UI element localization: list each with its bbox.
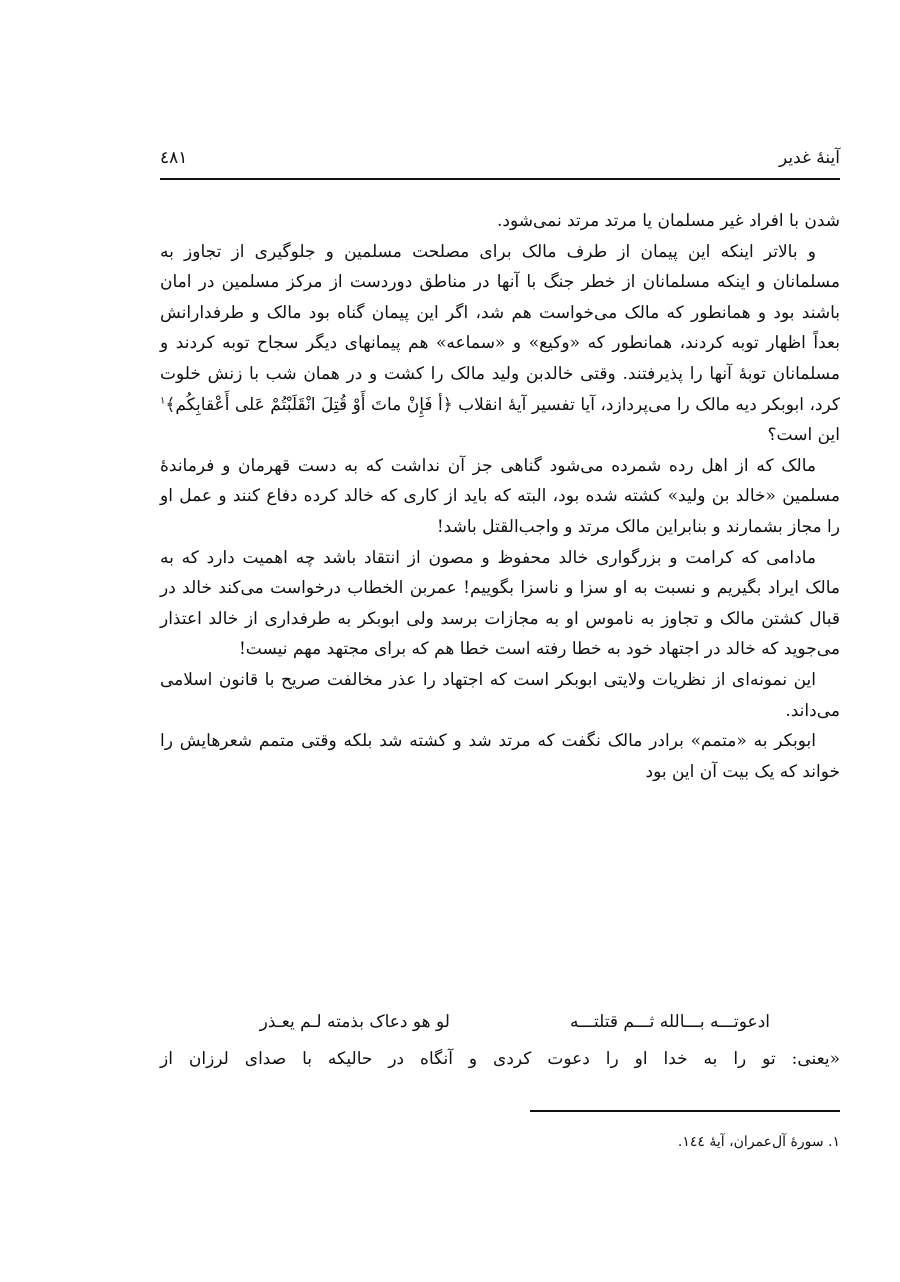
body-text [160, 206, 840, 787]
running-header [160, 148, 840, 178]
page-number: ٤٨١ [160, 148, 188, 168]
paragraph: ابوبکر به «متمم» برادر مالک نگفت که مرتد شد و کشته شد بلکه وقتی متمم شعرهایش را خواند که یک بیت آن این بود [160, 731, 840, 782]
paragraph-text: و بالاتر اینکه این پیمان از طرف مالک برای مصلحت مسلمین و جلوگیری از تجاوز به مسلمانان و اینکه مسلمانان از خطر جنگ با آنها در مناطق دوردست از مرکز مسلمین در امان باشند بود و همانطور که مالک می‌خواست هم شد، اگر این پیمان گناه بود مالک و طرفدارانش بعداً اظهار توبه کردند، همانطور که «وکیع» و «سماعه» هم پیمانهای دیگر سجاح توبه کردند و مسلمانان توبهٔ آنها را پذیرفتند. وقتی خالدبن ولید مالک را کشت و در همان شب با زنش خلوت کرد، ابوبکر دیه مالک را می‌پردازد، آیا تفسیر آیهٔ انقلاب [160, 241, 840, 415]
paragraph: شدن با افراد غیر مسلمان یا مرتد مرتد نمی‌شود. [496, 211, 840, 231]
paragraph-continuation: «یعنی: تو را به خدا او را دعوت کردی و آنگاه در حالیکه با صدای لرزان از [160, 1049, 840, 1069]
paragraph: این نمونه‌ای از نظریات ولایتی ابوبکر است که اجتهاد را عذر مخالفت صریح با قانون اسلامی می‌داند. [160, 669, 840, 721]
header-rule [160, 178, 840, 180]
footnote: ١. سورهٔ آل‌عمران، آیهٔ ١٤٤. [677, 1134, 840, 1150]
footnote-rule [530, 1110, 840, 1112]
quran-verse: ﴿أ فَإِنْ ماتَ أَوْ قُتِلَ انْقَلَبْتُمْ عَلى أَعْقابِكُم﴾ [165, 394, 453, 415]
poem-hemistich-second: لو هو دعاک بذمته لـم یعـذر [259, 1012, 450, 1032]
paragraph-tail: این است؟ [767, 425, 840, 446]
book-title: آینهٔ غدیر [778, 148, 840, 168]
paragraph: مالک که از اهل رده شمرده می‌شود گناهی جز آن نداشت که به دست قهرمان و فرماندهٔ مسلمین «خالد بن ولید» کشته شده بود، البته که باید از کاری که خالد کرده دفاع کنند و عمل او را مجاز بشمارند و بنابراین مالک مرتد و واجب‌القتل باشد! [160, 455, 840, 537]
footnote-reference: ١ [160, 394, 166, 406]
poem-verse [160, 1012, 840, 1042]
poem-hemistich-first: ادعوتـــه بـــالله ثـــم قتلتـــه [569, 1012, 770, 1032]
paragraph-with-verse [160, 237, 840, 451]
paragraph: مادامی که کرامت و بزرگواری خالد محفوظ و مصون از انتقاد باشد چه اهمیت دارد که به مالک ایراد بگیریم و نسبت به او سزا و ناسزا بگوییم! عمربن الخطاب درخواست می‌کند خالد در قبال کشتن مالک و تجاوز به ناموس او به مجازات برسد ولی ابوبکر به طرفداری از خالد اعتذار می‌جوید که خالد در اجتهاد خود به خطا رفته است خطا هم که برای مجتهد مهم نیست! [160, 547, 840, 660]
